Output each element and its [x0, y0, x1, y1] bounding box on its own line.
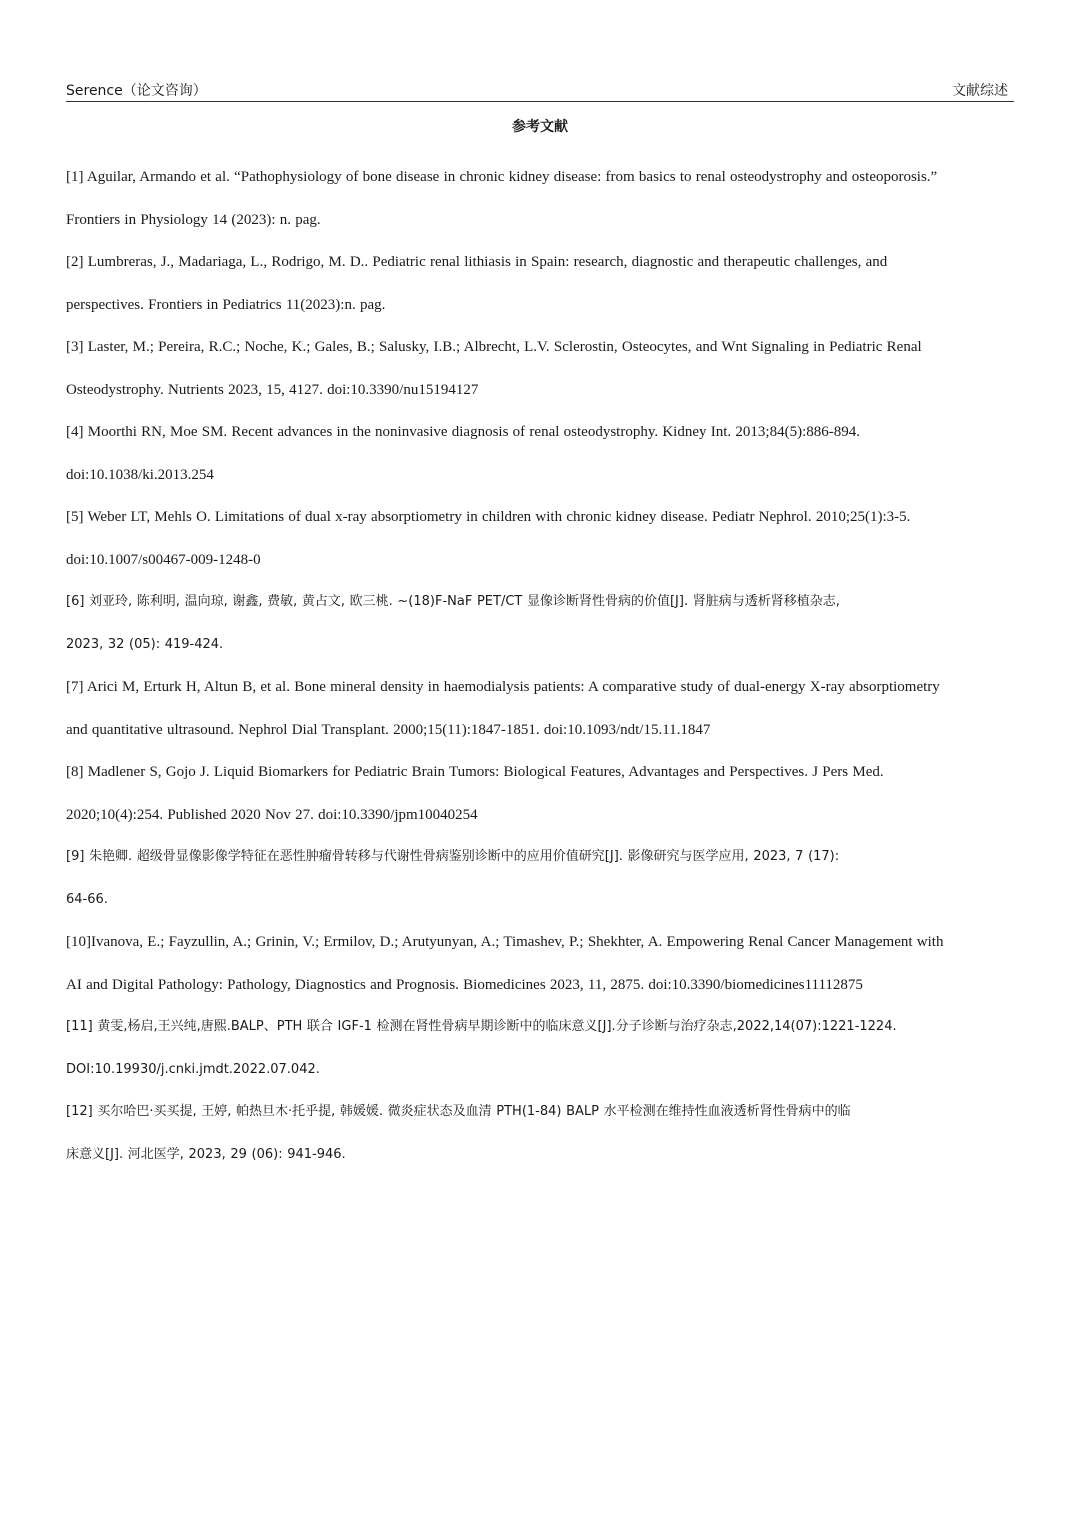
reference-line: Osteodystrophy. Nutrients 2023, 15, 4127. doi:10.3390/nu15194127: [66, 381, 479, 398]
reference-line: doi:10.1007/s00467-009-1248-0: [66, 551, 261, 568]
reference-item: [66, 156, 1016, 241]
reference-line: 2023, 32 (05): 419-424.: [66, 636, 224, 652]
reference-line: AI and Digital Pathology: Pathology, Diagnostics and Prognosis. Biomedicines 2023, 11, 2875. doi:10.3390/biomedicines11112875: [66, 976, 863, 993]
reference-item: [66, 241, 1016, 326]
reference-line: 2020;10(4):254. Published 2020 Nov 27. doi:10.3390/jpm10040254: [66, 806, 478, 823]
header-left-text: Serence（论文咨询）: [66, 83, 207, 99]
reference-list: [66, 156, 1016, 1176]
reference-line: DOI:10.19930/j.cnki.jmdt.2022.07.042.: [66, 1061, 320, 1077]
reference-item: [66, 751, 1016, 836]
reference-item: [66, 836, 1016, 921]
reference-item: [66, 1091, 1016, 1176]
reference-line: doi:10.1038/ki.2013.254: [66, 466, 214, 483]
reference-item: [66, 581, 1016, 666]
reference-line: 床意义[J]. 河北医学, 2023, 29 (06): 941-946.: [66, 1146, 346, 1162]
reference-item: [66, 666, 1016, 751]
reference-item: [66, 411, 1016, 496]
reference-line: [3] Laster, M.; Pereira, R.C.; Noche, K.; Gales, B.; Salusky, I.B.; Albrecht, L.V. Sclerostin, Osteocytes, and Wnt Signaling in Pediatric Renal: [66, 339, 922, 355]
reference-line: [9] 朱艳卿. 超级骨显像影像学特征在恶性肿瘤骨转移与代谢性骨病鉴别诊断中的应用价值研究[J]. 影像研究与医学应用, 2023, 7 (17):: [66, 849, 840, 864]
reference-line: perspectives. Frontiers in Pediatrics 11(2023):n. pag.: [66, 296, 386, 313]
reference-line: [6] 刘亚玲, 陈利明, 温向琼, 谢鑫, 费敏, 黄占文, 欧三桃. ~(18)F-NaF PET/CT 显像诊断肾性骨病的价值[J]. 肾脏病与透析肾移植杂志,: [66, 594, 840, 609]
reference-line: [8] Madlener S, Gojo J. Liquid Biomarkers for Pediatric Brain Tumors: Biological Features, Advantages and Perspectives. J Pers Med.: [66, 764, 884, 780]
reference-item: [66, 921, 1016, 1006]
reference-item: [66, 326, 1016, 411]
reference-line: [4] Moorthi RN, Moe SM. Recent advances in the noninvasive diagnosis of renal osteodystrophy. Kidney Int. 2013;84(5):886-894.: [66, 424, 860, 440]
reference-line: and quantitative ultrasound. Nephrol Dial Transplant. 2000;15(11):1847-1851. doi:10.1093/ndt/15.11.1847: [66, 721, 711, 738]
reference-line: [5] Weber LT, Mehls O. Limitations of dual x-ray absorptiometry in children with chronic kidney disease. Pediatr Nephrol. 2010;25(1):3-5.: [66, 509, 911, 525]
reference-line: [12] 买尔哈巴·买买提, 王婷, 帕热旦木·托乎提, 韩媛媛. 微炎症状态及血清 PTH(1-84) BALP 水平检测在维持性血液透析肾性骨病中的临: [66, 1104, 851, 1119]
page-header: [66, 79, 1014, 102]
reference-line: [11] 黄雯,杨启,王兴纯,唐熙.BALP、PTH 联合 IGF-1 检测在肾性骨病早期诊断中的临床意义[J].分子诊断与治疗杂志,2022,14(07):1221-1224.: [66, 1019, 897, 1034]
references-title: 参考文献: [512, 119, 568, 135]
reference-line: [2] Lumbreras, J., Madariaga, L., Rodrigo, M. D.. Pediatric renal lithiasis in Spain: research, diagnostic and therapeutic challenges, and: [66, 254, 888, 270]
reference-line: [7] Arici M, Erturk H, Altun B, et al. Bone mineral density in haemodialysis patients: A comparative study of dual-energy X-ray absorptiometry: [66, 679, 940, 695]
reference-item: [66, 496, 1016, 581]
reference-line: [1] Aguilar, Armando et al. “Pathophysiology of bone disease in chronic kidney disease: from basics to renal osteodystrophy and osteoporosis.”: [66, 169, 938, 185]
reference-line: 64-66.: [66, 891, 108, 907]
reference-item: [66, 1006, 1016, 1091]
reference-line: Frontiers in Physiology 14 (2023): n. pag.: [66, 211, 321, 228]
reference-line: [10]Ivanova, E.; Fayzullin, A.; Grinin, V.; Ermilov, D.; Arutyunyan, A.; Timashev, P.; Shekhter, A. Empowering Renal Cancer Management with: [66, 934, 944, 950]
header-right-text: 文献综述: [952, 83, 1008, 99]
